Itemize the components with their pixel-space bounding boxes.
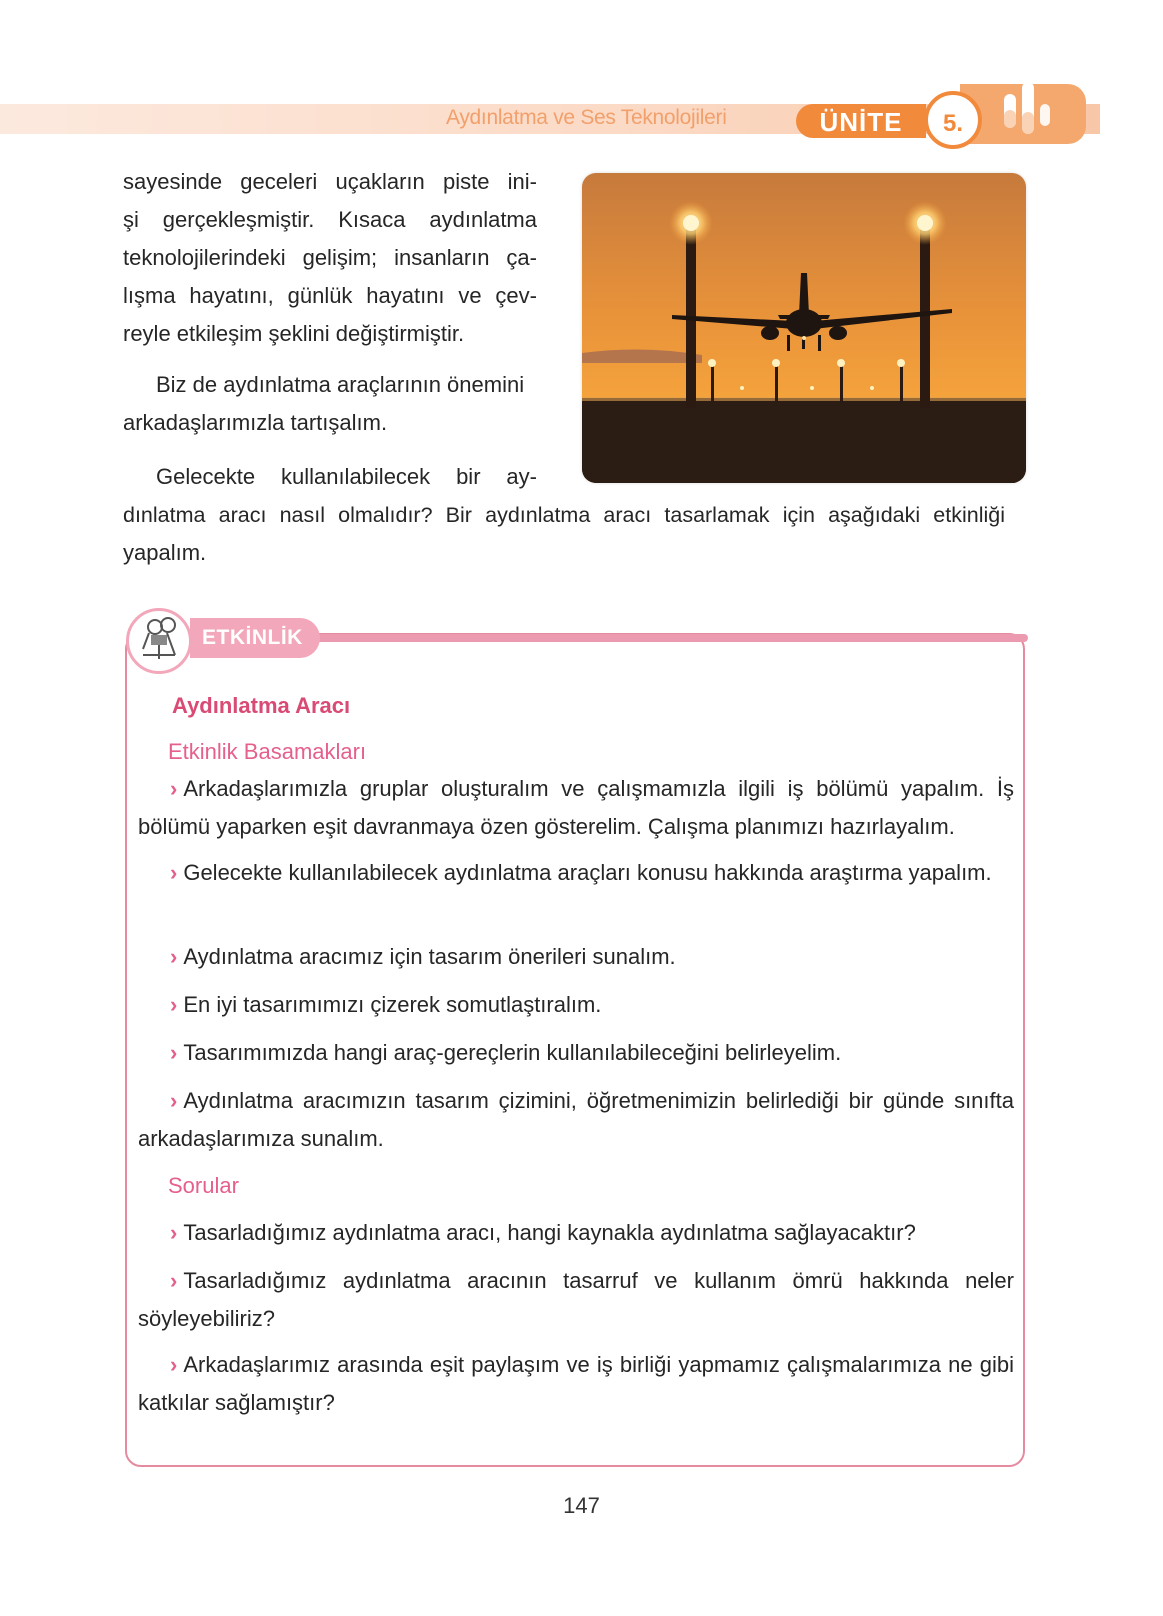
text-line: şi gerçekleşmiştir. Kısaca aydınlatma [123,207,537,232]
list-item: › Arkadaşlarımızla gruplar oluşturalım ve çalışmamızla ilgili iş bölümü yapalım. İş bölümü yaparken eşit davranmaya özen gösterelim. Çalışma planımızı hazırlayalım. [138,776,1014,839]
chevron-right-icon: › [170,776,178,801]
activity-label: ETKİNLİK [190,618,320,658]
test-tubes-icon [1000,78,1070,142]
text-line: lışma hayatını, günlük hayatını ve çev- [123,283,537,308]
unit-label: ÜNİTE [796,104,926,138]
steps-heading: Etkinlik Basamakları [168,739,367,764]
chevron-right-icon: › [170,944,178,969]
chevron-right-icon: › [170,1268,178,1293]
list-item: › Aydınlatma aracımız için tasarım önerileri sunalım. [170,944,676,969]
unit-number: 5. [924,91,982,149]
intro-paragraph-1 [123,163,537,353]
chevron-right-icon: › [170,1040,178,1065]
chapter-title: Aydınlatma ve Ses Teknolojileri [446,106,727,129]
chevron-right-icon: › [170,1352,178,1377]
chevron-right-icon: › [170,1088,178,1113]
list-item: › Tasarımımızda hangi araç-gereçlerin kullanılabileceğini belirleyelim. [170,1040,842,1065]
text-line: reyle etkileşim şeklini değiştirmiştir. [123,321,465,346]
text-line: sayesinde geceleri uçakların piste ini- [123,169,537,194]
chevron-right-icon: › [170,1220,178,1245]
text-line: yapalım. [123,540,207,565]
text-line: teknolojilerindeki gelişim; insanların ça- [123,245,537,270]
list-item: › En iyi tasarımımızı çizerek somutlaştıralım. [170,992,602,1017]
intro-paragraph-2 [123,366,537,442]
activity-header-line [300,634,1028,642]
activity-title: Aydınlatma Aracı [172,693,351,718]
chevron-right-icon: › [170,860,178,885]
text-line: Gelecekte kullanılabilecek bir ay- [156,464,537,489]
text-line: Biz de aydınlatma araçlarının önemini [156,372,525,397]
page-number: 147 [563,1493,600,1518]
text-line: dınlatma aracı nasıl olmalıdır? Bir aydınlatma aracı tasarlamak için aşağıdaki etkinliği [123,503,1005,527]
questions-heading: Sorular [168,1173,239,1198]
list-item: › Tasarladığımız aydınlatma aracının tasarruf ve kullanım ömrü hakkında neler söyleyebiliriz? [138,1268,1014,1331]
list-item: › Gelecekte kullanılabilecek aydınlatma araçları konusu hakkında araştırma yapalım. [170,860,992,885]
airplane-landing-photo [582,173,1026,483]
list-item: › Aydınlatma aracımızın tasarım çizimini, öğretmenimizin belirlediği bir günde sınıfta arkadaşlarımıza sunalım. [138,1088,1014,1151]
chevron-right-icon: › [170,992,178,1017]
list-item: › Arkadaşlarımız arasında eşit paylaşım ve iş birliği yapmamız çalışmalarımıza ne gibi katkılar sağlamıştır? [138,1352,1014,1415]
list-item: › Tasarladığımız aydınlatma aracı, hangi kaynakla aydınlatma sağlayacaktır? [170,1220,916,1245]
telescope-icon [126,608,192,674]
text-line: arkadaşlarımızla tartışalım. [123,410,388,435]
